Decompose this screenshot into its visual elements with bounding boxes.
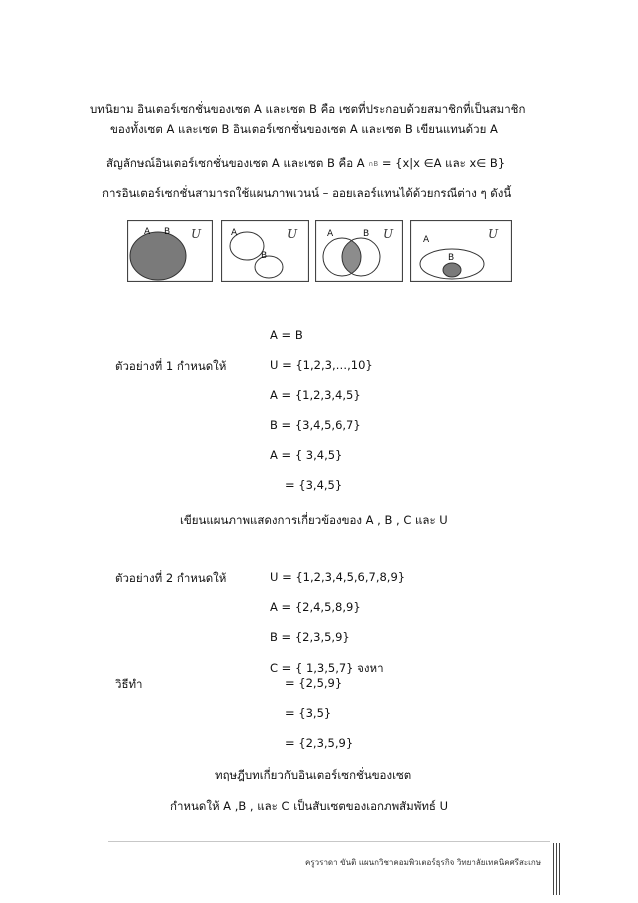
example2-line-3: B = {2,3,5,9} — [270, 630, 350, 644]
venn-diagram-4 — [410, 220, 512, 282]
example1-line-1: U = {1,2,3,…,10} — [270, 358, 373, 372]
solution-line-3: = {2,3,5,9} — [285, 736, 354, 750]
set-a-label: A — [231, 228, 238, 238]
example1-label: ตัวอย่างที่ 1 กำหนดให้ — [115, 359, 227, 373]
set-b-label: B — [261, 251, 268, 261]
example1-line-4: A = { 3,4,5} — [270, 448, 343, 462]
set-a-label: A — [144, 227, 151, 237]
solution-line-1: = {2,5,9} — [285, 676, 343, 690]
universe-label: U — [383, 227, 394, 241]
theorem-title: ทฤษฎีบทเกี่ยวกับอินเตอร์เซกชั่นของเซต — [215, 768, 412, 782]
footer-rule — [108, 841, 550, 842]
set-b-label: B — [164, 227, 171, 237]
set-a-label: A — [327, 229, 334, 239]
example1-header: A = B — [270, 328, 303, 342]
set-a-circle — [130, 232, 186, 280]
method-label: วิธีทำ — [115, 677, 143, 691]
set-a-label: A — [423, 235, 430, 245]
venn-diagram-2 — [221, 220, 309, 282]
venn-diagram-3 — [315, 220, 403, 282]
definition-line-1: บทนิยาม อินเตอร์เซกชั่นของเซต A และเซต B คือ เซตที่ประกอบด้วยสมาชิกที่เป็นสมาชิก — [90, 102, 526, 116]
example2-line-2: A = {2,4,5,8,9} — [270, 600, 361, 614]
universe-label: U — [191, 227, 202, 241]
intersection-symbol-line — [106, 155, 505, 173]
set-b-label: B — [448, 253, 455, 263]
example1-caption: เขียนแผนภาพแสดงการเกี่ยวข้องของ A , B , C และ U — [180, 513, 448, 527]
symbol-suffix: = {x|x ∈A และ x∈ B} — [381, 156, 506, 170]
example2-line-1: U = {1,2,3,4,5,6,7,8,9} — [270, 570, 406, 584]
footer-credit: ครูวราดา ขันติ แผนกวิชาคอมพิวเตอร์ธุรกิจ วิทยาลัยเทคนิคศรีสะเกษ — [305, 858, 542, 867]
symbol-prefix: สัญลักษณ์อินเตอร์เซกชั่นของเซต A และเซต B คือ A — [106, 156, 365, 170]
theorem-statement: กำหนดให้ A ,B , และ C เป็นสับเซตของเอกภพสัมพัทธ์ U — [170, 799, 449, 813]
vertical-bar — [556, 843, 557, 895]
set-b-circle — [443, 263, 461, 277]
universe-label: U — [287, 227, 298, 241]
solution-line-2: = {3,5} — [285, 706, 332, 720]
vertical-bar — [553, 843, 554, 895]
intersection-symbol-glyph: ∩B — [368, 160, 379, 168]
vertical-bar — [559, 843, 560, 895]
example1-line-2: A = {1,2,3,4,5} — [270, 388, 361, 402]
venn-diagram-1 — [127, 220, 213, 282]
example2-label: ตัวอย่างที่ 2 กำหนดให้ — [115, 571, 227, 585]
set-b-circle — [255, 256, 283, 278]
universe-label: U — [488, 227, 499, 241]
definition-line-2: ของทั้งเซต A และเซต B อินเตอร์เซกชั่นของเซต A และเซต B เขียนแทนด้วย A — [110, 122, 498, 136]
example1-line-3: B = {3,4,5,6,7} — [270, 418, 361, 432]
example2-line-4: C = { 1,3,5,7} จงหา — [270, 661, 384, 675]
set-b-label: B — [363, 229, 370, 239]
example1-line-5: = {3,4,5} — [285, 478, 343, 492]
venn-intro: การอินเตอร์เซกชั่นสามารถใช้แผนภาพเวนน์ – ออยเลอร์แทนได้ด้วยกรณีต่าง ๆ ดังนี้ — [102, 186, 512, 200]
